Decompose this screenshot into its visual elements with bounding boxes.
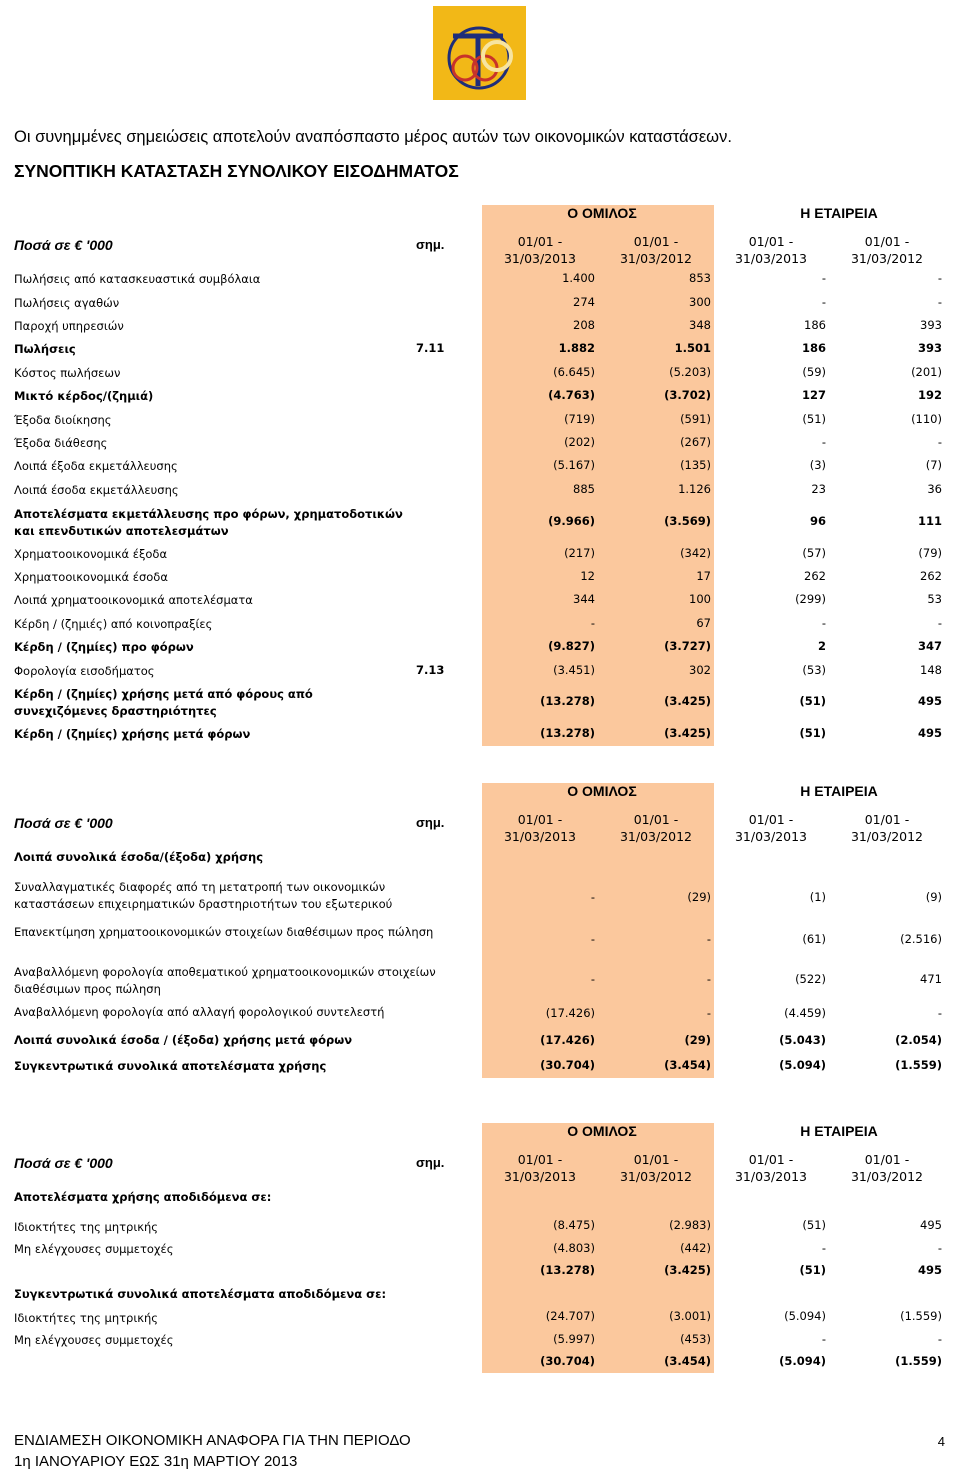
value-cell: (29) [684, 1033, 711, 1047]
value-cell: (3.454) [664, 1058, 711, 1072]
line-item-label: Μικτό κέρδος/(ζημιά) [14, 389, 154, 403]
line-item-label: Αποτελέσματα εκμετάλλευσης προ φόρων, χρηματοδοτικών και επενδυτικών αποτελεσμάτων [14, 507, 403, 538]
value-cell: (4.763) [548, 388, 595, 402]
note-column-header: σημ. [416, 1155, 445, 1170]
value-cell: (522) [795, 972, 826, 986]
period-header: 01/01 - 31/03/2013 [503, 812, 577, 844]
value-cell: (3.001) [669, 1309, 711, 1323]
value-cell: (217) [564, 545, 595, 560]
value-cell: (13.278) [540, 694, 595, 708]
company-header: Η ΕΤΑΙΡΕΙΑ [800, 783, 878, 799]
line-item-label: Έξοδα διοίκησης [14, 413, 112, 427]
page-number: 4 [937, 1434, 945, 1449]
value-cell: 471 [920, 972, 942, 986]
statement-title: ΣΥΝΟΠΤΙΚΗ ΚΑΤΑΣΤΑΣΗ ΣΥΝΟΛΙΚΟΥ ΕΙΣΟΔΗΜΑΤΟΣ [14, 161, 459, 181]
value-cell: (3.727) [664, 639, 711, 653]
value-cell: - [937, 615, 942, 630]
value-cell: 1.501 [674, 341, 711, 355]
value-cell: 495 [917, 726, 942, 740]
line-item-label: Ιδιοκτήτες της μητρικής [14, 1311, 159, 1325]
value-cell: (13.278) [540, 1263, 595, 1277]
value-cell: (1.559) [895, 1058, 942, 1072]
value-cell: - [821, 1240, 826, 1255]
value-cell: (442) [680, 1240, 711, 1255]
line-item-label: Αναβαλλόμενη φορολογία αποθεματικού χρηματοοικονομικών στοιχείων διαθέσιμων προς πώληση [14, 965, 436, 996]
line-item-label: Κέρδη / (ζημιές) από κοινοπραξίες [14, 617, 213, 631]
value-cell: (13.278) [540, 726, 595, 740]
footer-line-1: ΕΝΔΙΑΜΕΣΗ ΟΙΚΟΝΟΜΙΚΗ ΑΝΑΦΟΡΑ ΓΙΑ ΤΗΝ ΠΕΡΙΟΔΟ [14, 1432, 411, 1449]
value-cell: (2.054) [895, 1033, 942, 1047]
value-cell: 495 [920, 1218, 942, 1232]
value-cell: (1) [809, 889, 826, 904]
income-statement-table [14, 205, 944, 746]
company-header: Η ΕΤΑΙΡΕΙΑ [800, 1123, 878, 1139]
value-cell: (3.569) [664, 514, 711, 528]
value-cell: 23 [811, 482, 826, 496]
note-reference: 7.13 [416, 663, 445, 677]
value-cell: - [706, 1006, 711, 1020]
value-cell: 53 [927, 592, 942, 606]
line-item-label: Κόστος πωλήσεων [14, 366, 121, 380]
line-item-label: Κέρδη / (ζημίες) χρήσης μετά φόρων [14, 727, 251, 741]
period-header: 01/01 - 31/03/2012 [619, 812, 693, 844]
line-item-label: Συγκεντρωτικά συνολικά αποτελέσματα αποδιδόμενα σε: [14, 1287, 387, 1301]
value-cell: (5.094) [779, 1354, 826, 1368]
value-cell: (51) [799, 726, 826, 740]
value-cell: - [821, 294, 826, 309]
value-cell: 192 [917, 388, 942, 402]
value-cell: 302 [689, 662, 711, 677]
value-cell: (3.702) [664, 388, 711, 402]
period-header: 01/01 - 31/03/2012 [619, 1152, 693, 1184]
group-header: Ο ΟΜΙΛΟΣ [567, 1123, 637, 1139]
value-cell: (29) [687, 889, 711, 904]
value-cell: 186 [801, 341, 826, 355]
value-cell: 1.400 [562, 271, 595, 285]
period-header: 01/01 - 31/03/2012 [850, 234, 924, 266]
line-item-label: Λοιπά έξοδα εκμετάλλευσης [14, 459, 178, 473]
line-item-label: Λοιπά χρηματοοικονομικά αποτελέσματα [14, 593, 253, 607]
footer-line-2: 1η ΙΑΝΟΥΑΡΙΟΥ ΕΩΣ 31η ΜΑΡΤΙΟΥ 2013 [14, 1453, 298, 1470]
value-cell: (202) [564, 434, 595, 449]
amount-unit-label: Ποσά σε € '000 [14, 1155, 113, 1171]
company-logo [433, 6, 526, 100]
value-cell: (3.425) [664, 1263, 711, 1277]
value-cell: (30.704) [540, 1058, 595, 1072]
period-header: 01/01 - 31/03/2013 [734, 812, 808, 844]
value-cell: - [590, 932, 595, 946]
value-cell: (17.426) [545, 1006, 595, 1020]
value-cell: (3.425) [664, 694, 711, 708]
value-cell: 262 [804, 568, 826, 583]
value-cell: - [590, 889, 595, 904]
value-cell: (8.475) [553, 1218, 595, 1232]
group-header: Ο ΟΜΙΛΟΣ [567, 205, 637, 221]
note-reference: 7.11 [416, 341, 445, 355]
value-cell: (59) [802, 364, 826, 379]
value-cell: - [590, 615, 595, 630]
line-item-label: Πωλήσεις από κατασκευαστικά συμβόλαια [14, 272, 261, 286]
value-cell: (299) [795, 592, 826, 606]
line-item-label: Φορολογία εισοδήματος [14, 664, 155, 678]
value-cell: - [937, 294, 942, 309]
value-cell: (9.966) [548, 514, 595, 528]
value-cell: 885 [573, 482, 595, 496]
value-cell: (453) [680, 1331, 711, 1346]
value-cell: 300 [689, 294, 711, 309]
value-cell: - [821, 1331, 826, 1346]
value-cell: (3) [809, 458, 826, 472]
value-cell: (7) [925, 458, 942, 472]
line-item-label: Αναβαλλόμενη φορολογία από αλλαγή φορολογικού συντελεστή [14, 1005, 385, 1019]
value-cell: 96 [809, 514, 826, 528]
period-header: 01/01 - 31/03/2013 [503, 1152, 577, 1184]
value-cell: 347 [917, 639, 942, 653]
value-cell: - [706, 932, 711, 946]
value-cell: 1.126 [678, 482, 711, 496]
value-cell: 127 [801, 388, 826, 402]
line-item-label: Ιδιοκτήτες της μητρικής [14, 1220, 159, 1234]
value-cell: (3.454) [664, 1354, 711, 1368]
line-item-label: Συναλλαγματικές διαφορές από τη μετατροπή των οικονομικών καταστάσεων επιχειρηματικών δραστηριοτήτων του εξωτερικού [14, 880, 393, 911]
value-cell: 393 [920, 317, 942, 332]
company-header: Η ΕΤΑΙΡΕΙΑ [800, 205, 878, 221]
value-cell: - [937, 1240, 942, 1255]
value-cell: (4.803) [553, 1240, 595, 1255]
line-item-label: Παροχή υπηρεσιών [14, 319, 124, 333]
value-cell: (342) [680, 545, 711, 560]
value-cell: - [821, 434, 826, 449]
value-cell: (61) [802, 932, 826, 946]
period-header: 01/01 - 31/03/2012 [619, 234, 693, 266]
value-cell: 262 [920, 568, 942, 583]
value-cell: (17.426) [540, 1033, 595, 1047]
value-cell: 17 [696, 568, 711, 583]
value-cell: 12 [580, 568, 595, 583]
value-cell: 148 [920, 662, 942, 677]
value-cell: (5.094) [779, 1058, 826, 1072]
value-cell: (5.203) [669, 364, 711, 379]
value-cell: 67 [696, 615, 711, 630]
value-cell: (9.827) [548, 639, 595, 653]
value-cell: (591) [680, 411, 711, 426]
report-footer [14, 1430, 411, 1472]
value-cell: - [821, 271, 826, 285]
period-header: 01/01 - 31/03/2012 [850, 812, 924, 844]
value-cell: (2.516) [900, 932, 942, 946]
line-item-label: Αποτελέσματα χρήσης αποδιδόμενα σε: [14, 1190, 272, 1204]
value-cell: - [937, 271, 942, 285]
value-cell: (51) [799, 1263, 826, 1277]
line-item-label: Χρηματοοικονομικά έξοδα [14, 547, 168, 561]
value-cell: (3.451) [553, 662, 595, 677]
value-cell: 495 [917, 694, 942, 708]
attribution-table [14, 1123, 944, 1373]
value-cell: - [937, 1331, 942, 1346]
value-cell: - [590, 972, 595, 986]
value-cell: 344 [573, 592, 595, 606]
line-item-label: Έξοδα διάθεσης [14, 436, 108, 450]
value-cell: (2.983) [669, 1218, 711, 1232]
value-cell: (51) [799, 694, 826, 708]
value-cell: (30.704) [540, 1354, 595, 1368]
value-cell: (267) [680, 434, 711, 449]
value-cell: (24.707) [545, 1309, 595, 1323]
value-cell: (5.094) [784, 1309, 826, 1323]
line-item-label: Κέρδη / (ζημίες) προ φόρων [14, 640, 194, 654]
value-cell: 36 [927, 482, 942, 496]
value-cell: (51) [802, 411, 826, 426]
note-column-header: σημ. [416, 237, 445, 252]
amount-unit-label: Ποσά σε € '000 [14, 237, 113, 253]
line-item-label: Πωλήσεις αγαθών [14, 296, 120, 310]
value-cell: - [937, 434, 942, 449]
value-cell: (9) [925, 889, 942, 904]
value-cell: - [821, 615, 826, 630]
value-cell: 1.882 [558, 341, 595, 355]
value-cell: 100 [689, 592, 711, 606]
value-cell: 495 [917, 1263, 942, 1277]
line-item-label: Επανεκτίμηση χρηματοοικονομικών στοιχείων διαθέσιμων προς πώληση [14, 925, 434, 939]
value-cell: 2 [817, 639, 826, 653]
value-cell: (51) [802, 1218, 826, 1232]
period-header: 01/01 - 31/03/2013 [734, 1152, 808, 1184]
value-cell: (110) [911, 411, 942, 426]
value-cell: (4.459) [784, 1006, 826, 1020]
value-cell: (79) [918, 545, 942, 560]
value-cell: 348 [689, 317, 711, 332]
value-cell: 186 [804, 317, 826, 332]
line-item-label: Λοιπά έσοδα εκμετάλλευσης [14, 483, 179, 497]
value-cell: 274 [573, 294, 595, 309]
amount-unit-label: Ποσά σε € '000 [14, 815, 113, 831]
value-cell: (719) [564, 411, 595, 426]
intro-text: Οι συνημμένες σημειώσεις αποτελούν αναπόσπαστο μέρος αυτών των οικονομικών καταστάσεων. [14, 128, 732, 146]
period-header: 01/01 - 31/03/2013 [734, 234, 808, 266]
value-cell: 393 [917, 341, 942, 355]
line-item-label: Μη ελέγχουσες συμμετοχές [14, 1333, 174, 1347]
note-column-header: σημ. [416, 815, 445, 830]
value-cell: - [937, 1006, 942, 1020]
line-item-label: Κέρδη / (ζημίες) χρήσης μετά από φόρους από συνεχιζόμενες δραστηριότητες [14, 687, 313, 718]
value-cell: (1.559) [895, 1354, 942, 1368]
value-cell: (201) [911, 364, 942, 379]
value-cell: (5.043) [779, 1033, 826, 1047]
value-cell: (135) [680, 458, 711, 472]
line-item-label: Χρηματοοικονομικά έσοδα [14, 570, 168, 584]
value-cell: (53) [802, 662, 826, 677]
value-cell: 208 [573, 317, 595, 332]
value-cell: (5.167) [553, 458, 595, 472]
line-item-label: Μη ελέγχουσες συμμετοχές [14, 1242, 174, 1256]
line-item-label: Λοιπά συνολικά έσοδα / (έξοδα) χρήσης μετά φόρων [14, 1033, 353, 1047]
value-cell: 853 [689, 271, 711, 285]
line-item-label: Λοιπά συνολικά έσοδα/(έξοδα) χρήσης [14, 850, 264, 864]
value-cell: (3.425) [664, 726, 711, 740]
value-cell: 111 [917, 514, 942, 528]
period-header: 01/01 - 31/03/2012 [850, 1152, 924, 1184]
other-comprehensive-income-table [14, 783, 944, 1078]
line-item-label: Συγκεντρωτικά συνολικά αποτελέσματα χρήσης [14, 1059, 327, 1073]
group-header: Ο ΟΜΙΛΟΣ [567, 783, 637, 799]
value-cell: (5.997) [553, 1331, 595, 1346]
value-cell: (6.645) [553, 364, 595, 379]
value-cell: (1.559) [900, 1309, 942, 1323]
value-cell: - [706, 972, 711, 986]
period-header: 01/01 - 31/03/2013 [503, 234, 577, 266]
value-cell: (57) [802, 545, 826, 560]
line-item-label: Πωλήσεις [14, 342, 76, 356]
